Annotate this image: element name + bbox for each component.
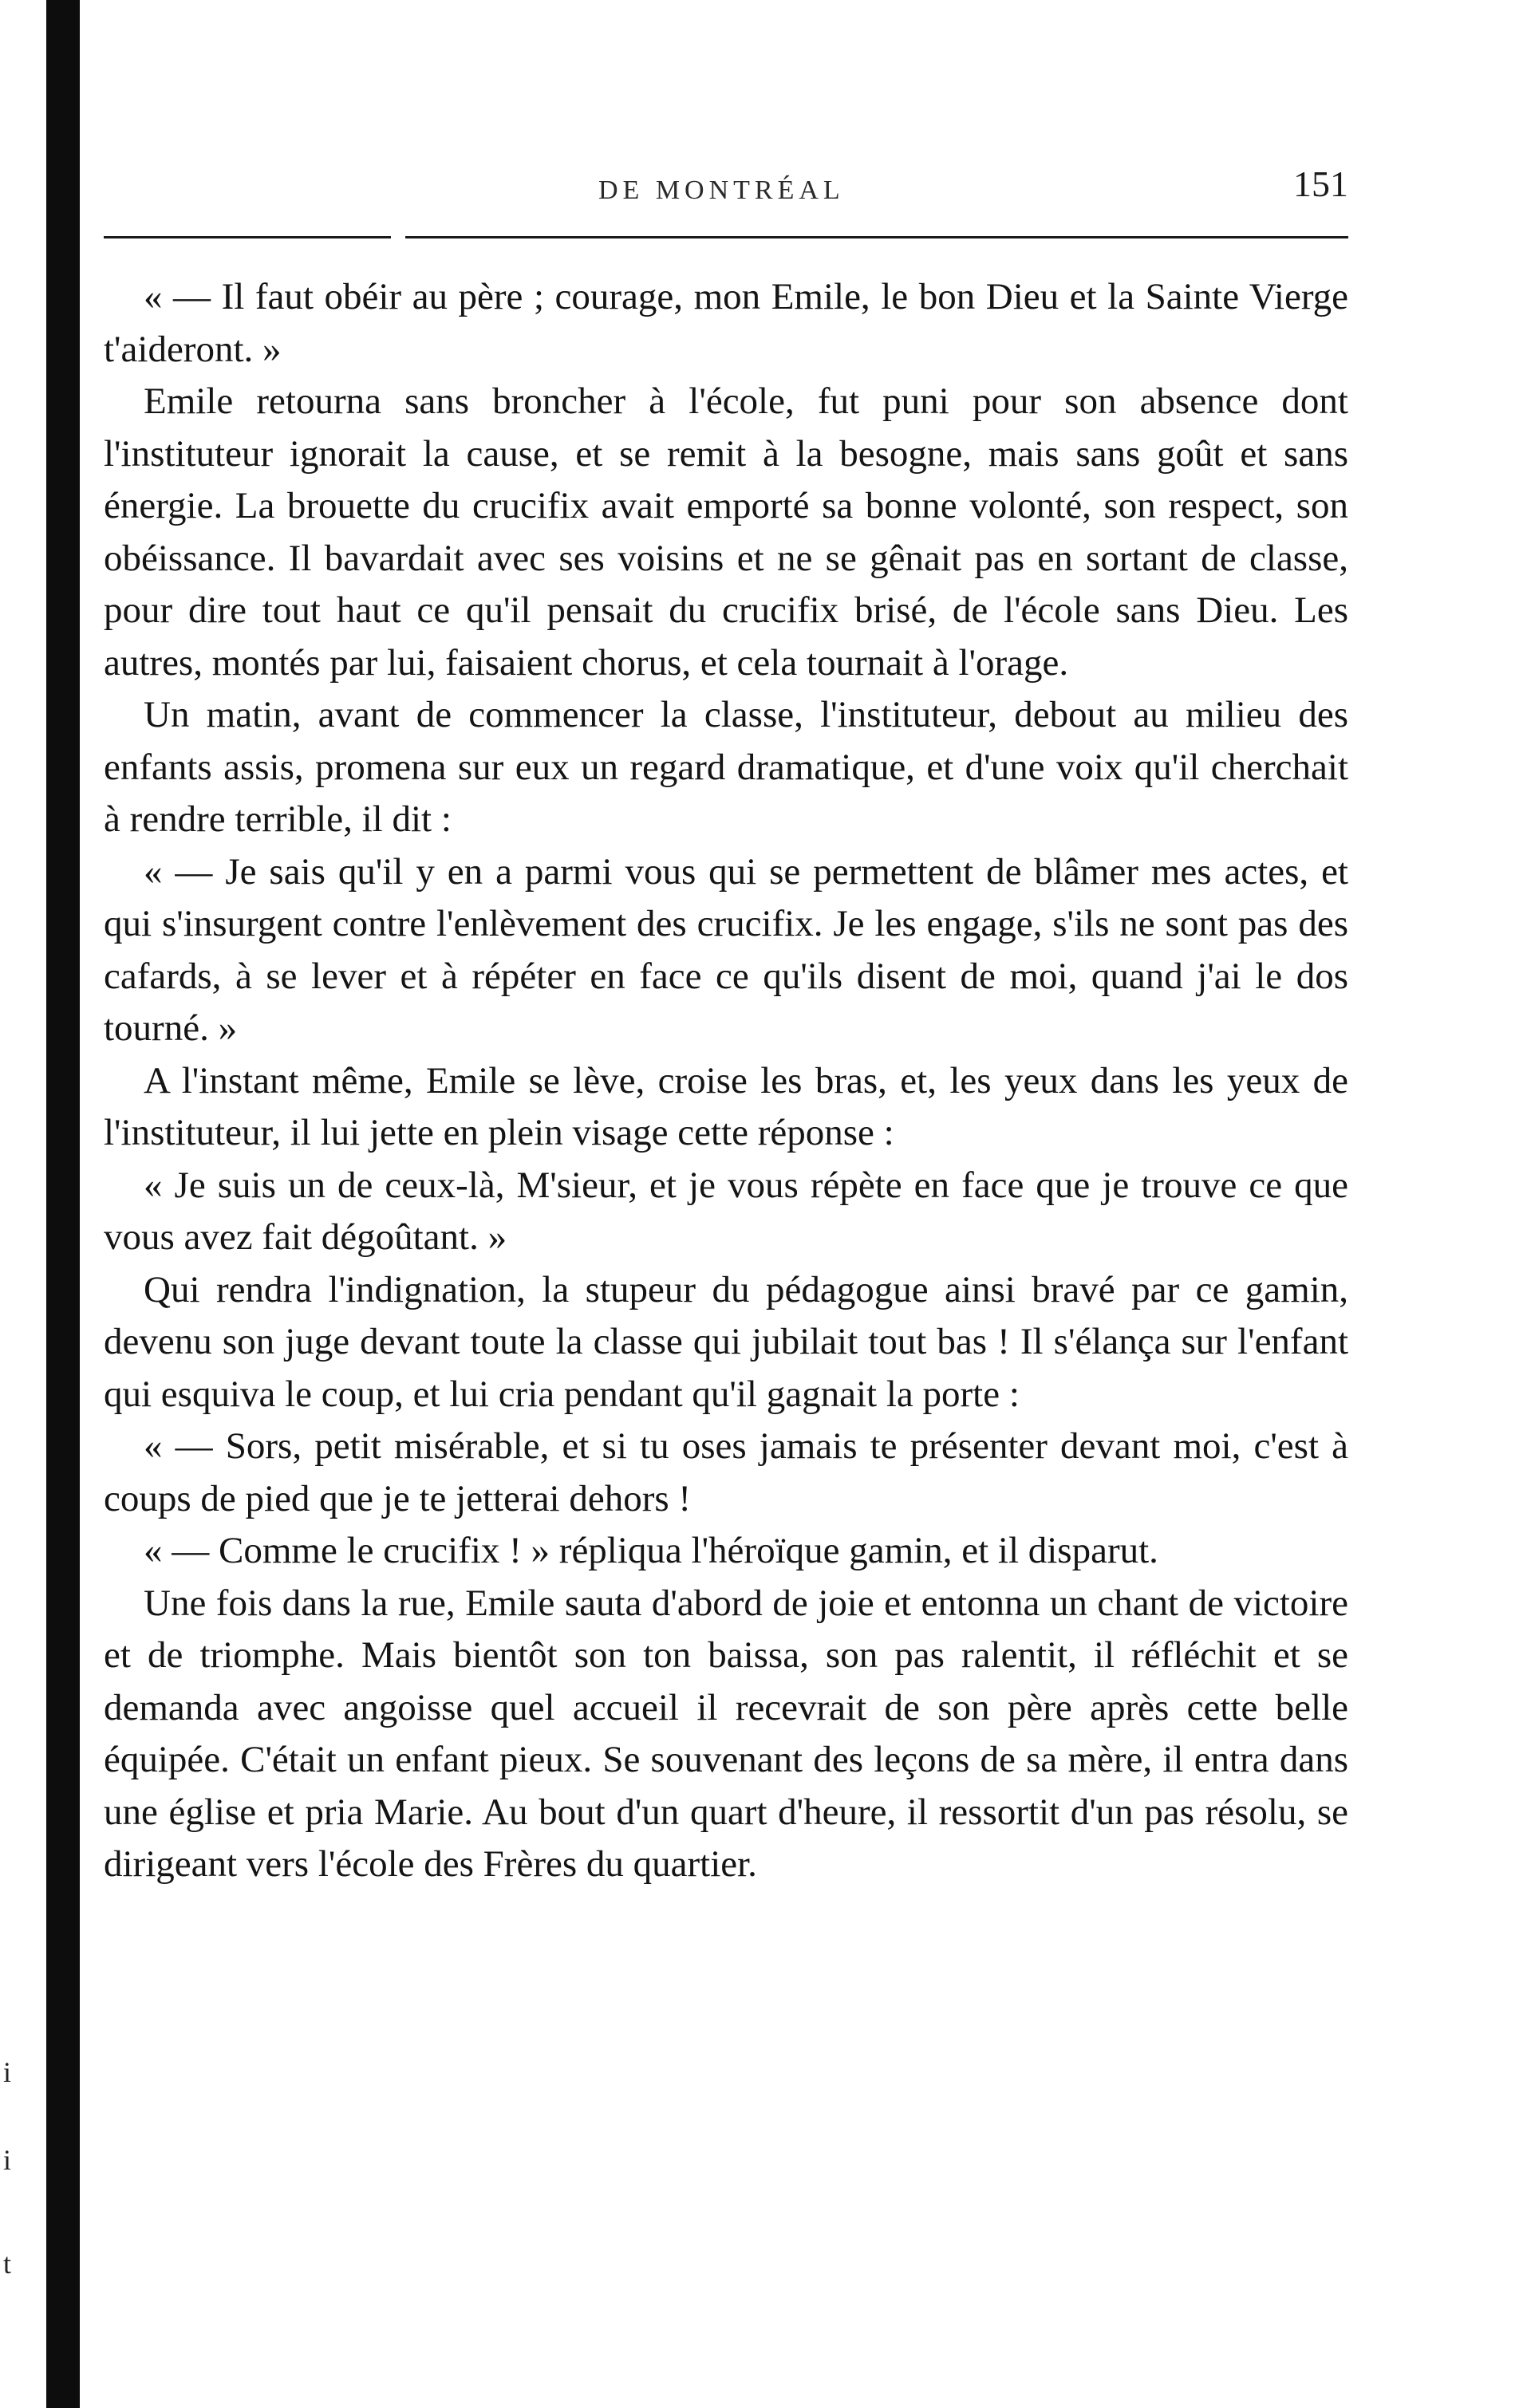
paragraph: « — Il faut obéir au père ; courage, mon Emile, le bon Dieu et la Sainte Vierge t'aideront. » bbox=[104, 276, 1348, 370]
running-title: DE MONTRÉAL bbox=[598, 175, 845, 205]
paragraph: « Je suis un de ceux-là, M'sieur, et je vous répète en face que je trouve ce que vous avez fait dégoûtant. » bbox=[104, 1164, 1348, 1258]
header-rule bbox=[104, 236, 1348, 238]
page-body bbox=[104, 271, 1348, 1891]
paragraph: Une fois dans la rue, Emile sauta d'abord de joie et entonna un chant de victoire et de triomphe. Mais bientôt son ton baissa, son pas ralentit, il réfléchit et se demanda avec angoisse quel accueil il recevrait de son père après cette belle équipée. C'était un enfant pieux. Se souvenant des leçons de sa mère, il entra dans une église et pria Marie. Au bout d'un quart d'heure, il ressortit d'un pas résolu, se dirigeant vers l'école des Frères du quartier. bbox=[104, 1582, 1348, 1885]
paragraph: Un matin, avant de commencer la classe, l'instituteur, debout au milieu des enfants assis, promena sur eux un regard dramatique, et d'une voix qu'il cherchait à rendre terrible, il dit : bbox=[104, 694, 1348, 840]
paragraph: « — Je sais qu'il y en a parmi vous qui se permettent de blâmer mes actes, et qui s'insurgent contre l'enlèvement des crucifix. Je les engage, s'ils ne sont pas des cafards, à se lever et à répéter en face ce qu'ils disent de moi, quand j'ai le dos tourné. » bbox=[104, 850, 1348, 1049]
paragraph: « — Comme le crucifix ! » répliqua l'héroïque gamin, et il disparut. bbox=[144, 1530, 1158, 1571]
margin-mark: t bbox=[3, 2248, 12, 2280]
paragraph: Qui rendra l'indignation, la stupeur du pédagogue ainsi bravé par ce gamin, devenu son juge devant toute la classe qui jubilait tout bas ! Il s'élança sur l'enfant qui esquiva le coup, et lui cria pendant qu'il gagnait la porte : bbox=[104, 1268, 1348, 1415]
book-spine-shadow bbox=[46, 0, 80, 2408]
paragraph: A l'instant même, Emile se lève, croise les bras, et, les yeux dans les yeux de l'instituteur, il lui jette en plein visage cette réponse : bbox=[104, 1059, 1348, 1153]
paragraph: Emile retourna sans broncher à l'école, fut puni pour son absence dont l'instituteur ignorait la cause, et se remit à la besogne, mais sans goût et sans énergie. La brouette du crucifix avait emporté sa bonne volonté, son respect, son obéissance. Il bavardait avec ses voisins et ne se gênait pas en sortant de classe, pour dire tout haut ce qu'il pensait du crucifix brisé, de l'école sans Dieu. Les autres, montés par lui, faisaient chorus, et cela tournait à l'orage. bbox=[104, 380, 1348, 684]
margin-mark: i bbox=[3, 2144, 12, 2176]
page-number: 151 bbox=[1293, 164, 1348, 204]
paragraph: « — Sors, petit misérable, et si tu oses jamais te présenter devant moi, c'est à coups de pied que je te jetterai dehors ! bbox=[104, 1425, 1348, 1519]
margin-mark: i bbox=[3, 2056, 12, 2088]
page-header bbox=[104, 152, 1348, 215]
